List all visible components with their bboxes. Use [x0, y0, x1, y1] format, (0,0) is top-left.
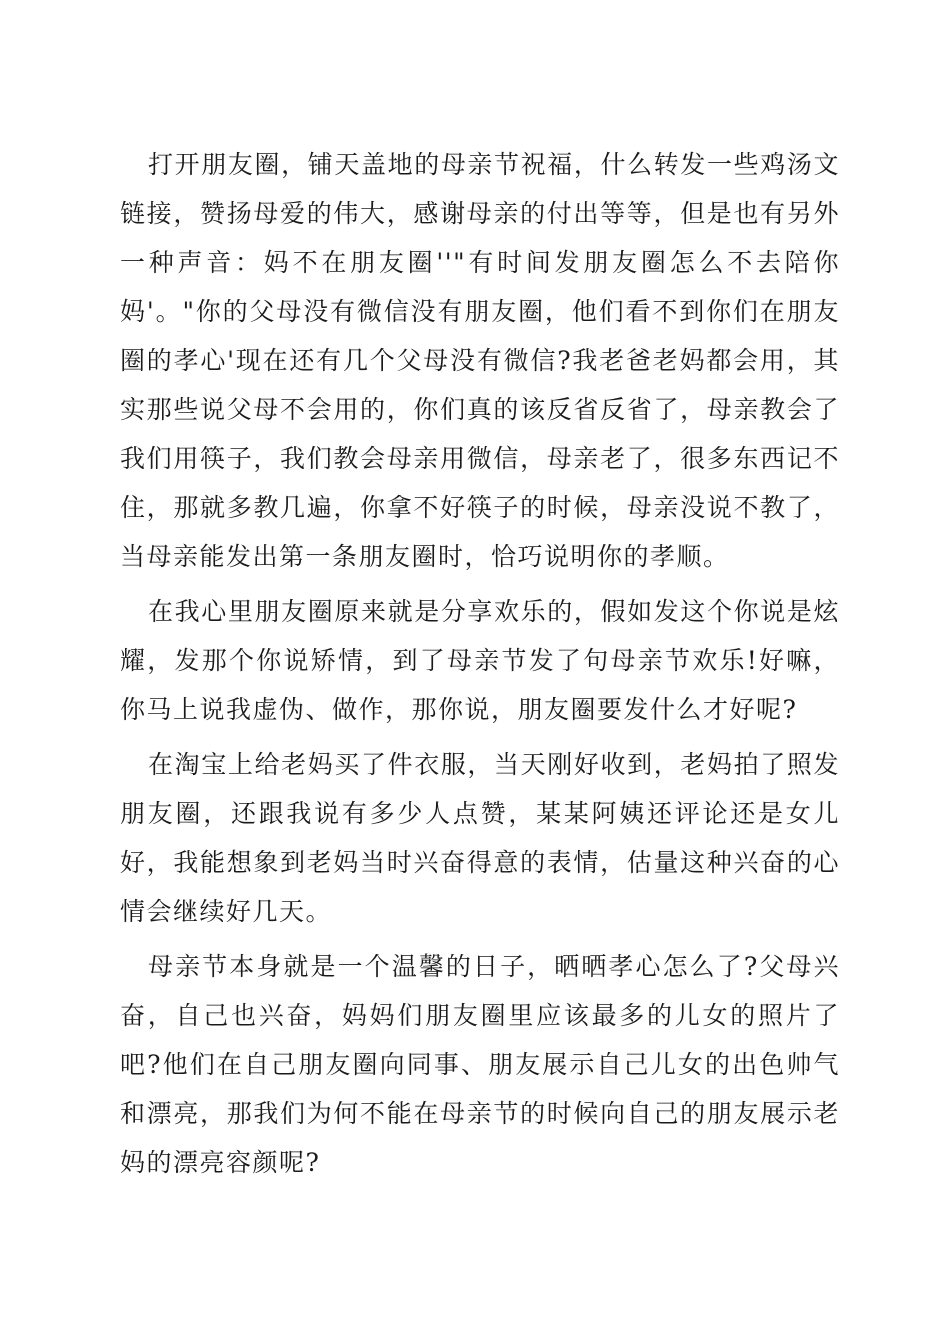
- paragraph-2: 在我心里朋友圈原来就是分享欢乐的，假如发这个你说是炫耀，发那个你说矫情，到了母亲节发了句母亲节欢乐!好嘛，你马上说我虚伪、做作，那你说，朋友圈要发什么才好呢?: [120, 597, 840, 724]
- document-body: [120, 140, 840, 1193]
- paragraph-3: 在淘宝上给老妈买了件衣服，当天刚好收到，老妈拍了照发朋友圈，还跟我说有多少人点赞，某某阿姨还评论还是女儿好，我能想象到老妈当时兴奋得意的表情，估量这种兴奋的心情会继续好几天。: [120, 750, 840, 926]
- paragraph-1: 打开朋友圈，铺天盖地的母亲节祝福，什么转发一些鸡汤文链接，赞扬母爱的伟大，感谢母亲的付出等等，但是也有另外一种声音：妈不在朋友圈''"有时间发朋友圈怎么不去陪你妈'。"你的父母没有微信没有朋友圈，他们看不到你们在朋友圈的孝心'现在还有几个父母没有微信?我老爸老妈都会用，其实那些说父母不会用的，你们真的该反省反省了，母亲教会了我们用筷子，我们教会母亲用微信，母亲老了，很多东西记不住，那就多教几遍，你拿不好筷子的时候，母亲没说不教了，当母亲能发出第一条朋友圈时，恰巧说明你的孝顺。: [120, 150, 840, 571]
- paragraph-4: 母亲节本身就是一个温馨的日子，晒晒孝心怎么了?父母兴奋，自己也兴奋，妈妈们朋友圈里应该最多的儿女的照片了吧?他们在自己朋友圈向同事、朋友展示自己儿女的出色帅气和漂亮，那我们为何不能在母亲节的时候向自己的朋友展示老妈的漂亮容颜呢?: [120, 952, 840, 1177]
